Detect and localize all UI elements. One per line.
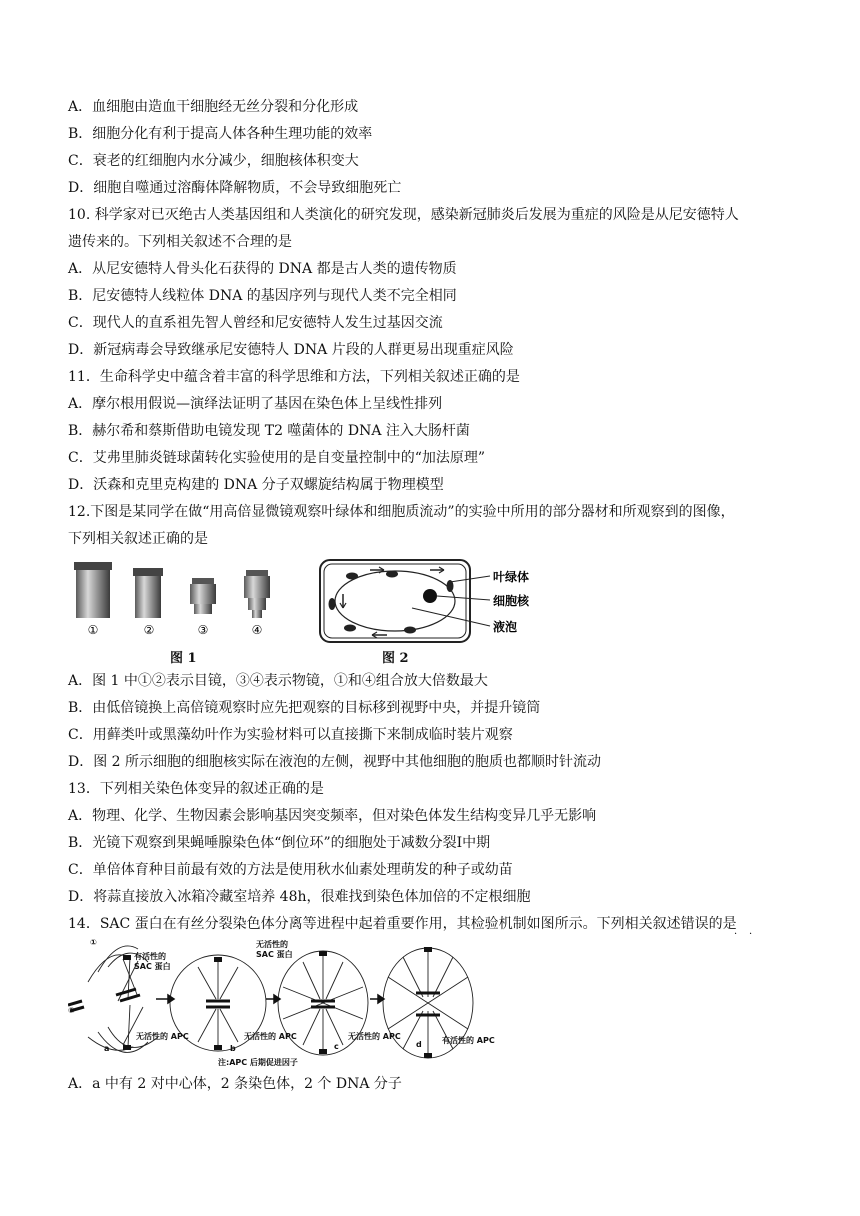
q12-option-d: D．图 2 所示细胞的细胞核实际在液泡的左侧，视野中其他细胞的胞质也都顺时针流动 — [68, 754, 602, 770]
q12-stem-cont: 下列相关叙述正确的是 — [68, 531, 208, 547]
q10-option-d: D．新冠病毒会导致继承尼安德特人 DNA 片段的人群更易出现重症风险 — [68, 342, 514, 358]
fig3-label-inactive-apc-b: 无活性的 APC — [244, 1032, 297, 1041]
fig3-label-b: b — [230, 1044, 236, 1053]
figure-2-cell — [312, 556, 552, 656]
fig2-label-chloroplast: 叶绿体 — [493, 570, 530, 584]
q13-option-d: D．将蒜直接放入冰箱冷藏室培养 48h，很难找到染色体加倍的不定根细胞 — [68, 889, 531, 905]
q13-option-a: A．物理、化学、生物因素会影响基因突变频率，但对染色体发生结构变异几乎无影响 — [68, 808, 597, 824]
fig3-label-2: ② — [68, 1006, 75, 1015]
emphasis-dot: · — [749, 929, 753, 940]
q13-stem: 13．下列相关染色体变异的叙述正确的是 — [68, 781, 324, 797]
fig3-label-c: c — [334, 1042, 339, 1051]
fig3-label-active-apc: 有活性的 APC — [442, 1036, 495, 1045]
emphasis-dot: · — [734, 929, 738, 940]
fig3-note: 注:APC 后期促进因子 — [218, 1058, 298, 1067]
fig3-label-d: d — [416, 1040, 422, 1049]
fig1-label-4: ④ — [251, 623, 263, 637]
fig3-label-active-sac-2: SAC 蛋白 — [134, 962, 171, 971]
fig3-label-inactive-sac-2: SAC 蛋白 — [256, 950, 293, 959]
fig3-label-inactive-apc-a: 无活性的 APC — [136, 1032, 189, 1041]
q10-option-b: B．尼安德特人线粒体 DNA 的基因序列与现代人类不完全相同 — [68, 288, 457, 304]
q11-stem: 11．生命科学史中蕴含着丰富的科学思维和方法，下列相关叙述正确的是 — [68, 369, 520, 385]
q12-stem: 12.下图是某同学在做“用高倍显微镜观察叶绿体和细胞质流动”的实验中所用的部分器材和所观察到的图像， — [68, 504, 735, 520]
q10-option-c: C．现代人的直系祖先智人曾经和尼安德特人发生过基因交流 — [68, 315, 443, 331]
q14-option-a: A．a 中有 2 对中心体，2 条染色体，2 个 DNA 分子 — [68, 1076, 402, 1092]
q13-option-b: B．光镜下观察到果蝇唾腺染色体“倒位环”的细胞处于减数分裂Ⅰ中期 — [68, 835, 491, 851]
fig1-label-1: ① — [87, 623, 99, 637]
q10-option-a: A．从尼安德特人骨头化石获得的 DNA 都是古人类的遗传物质 — [68, 261, 457, 277]
q10-stem: 10. 科学家对已灭绝古人类基因组和人类演化的研究发现，感染新冠肺炎后发展为重症的风险是从尼安德特人 — [68, 207, 739, 223]
q11-option-d: D．沃森和克里克构建的 DNA 分子双螺旋结构属于物理模型 — [68, 477, 444, 493]
fig3-label-inactive-sac: 无活性的 — [256, 940, 288, 949]
q12-option-a: A．图 1 中①②表示目镜，③④表示物镜，①和④组合放大倍数最大 — [68, 673, 488, 689]
figure-3-sac-mechanism — [68, 937, 518, 1072]
q9-option-a: A．血细胞由造血干细胞经无丝分裂和分化形成 — [68, 99, 359, 115]
fig1-label-3: ③ — [197, 623, 209, 637]
q13-option-c: C．单倍体育种目前最有效的方法是使用秋水仙素处理萌发的种子或幼苗 — [68, 862, 513, 878]
q9-option-c: C．衰老的红细胞内水分减少，细胞核体积变大 — [68, 153, 359, 169]
fig2-label-nucleus: 细胞核 — [493, 594, 530, 608]
q11-option-c: C．艾弗里肺炎链球菌转化实验使用的是自变量控制中的“加法原理” — [68, 450, 486, 466]
fig2-caption: 图 2 — [382, 651, 409, 666]
fig3-label-1: ① — [90, 938, 97, 947]
q12-option-b: B．由低倍镜换上高倍镜观察时应先把观察的目标移到视野中央，并提升镜筒 — [68, 700, 541, 716]
fig2-label-vacuole: 液泡 — [493, 620, 518, 634]
fig1-caption: 图 1 — [170, 651, 197, 666]
q10-stem-cont: 遗传来的。下列相关叙述不合理的是 — [68, 234, 292, 250]
fig3-label-active-sac: 有活性的 — [134, 952, 166, 961]
fig3-label-inactive-apc-c: 无活性的 APC — [348, 1032, 401, 1041]
q11-option-b: B．赫尔希和蔡斯借助电镜发现 T2 噬菌体的 DNA 注入大肠杆菌 — [68, 423, 470, 439]
q9-option-b: B．细胞分化有利于提高人体各种生理功能的效率 — [68, 126, 373, 142]
fig3-label-a: a — [104, 1044, 110, 1053]
q12-option-c: C．用藓类叶或黑藻幼叶作为实验材料可以直接撕下来制成临时装片观察 — [68, 727, 513, 743]
q14-stem: 14．SAC 蛋白在有丝分裂染色体分离等进程中起着重要作用，其检验机制如图所示。下列相关叙述错误的是 — [68, 916, 737, 932]
q11-option-a: A．摩尔根用假说—演绎法证明了基因在染色体上呈线性排列 — [68, 396, 443, 412]
q9-option-d: D．细胞自噬通过溶酶体降解物质，不会导致细胞死亡 — [68, 180, 402, 196]
fig1-label-2: ② — [143, 623, 155, 637]
